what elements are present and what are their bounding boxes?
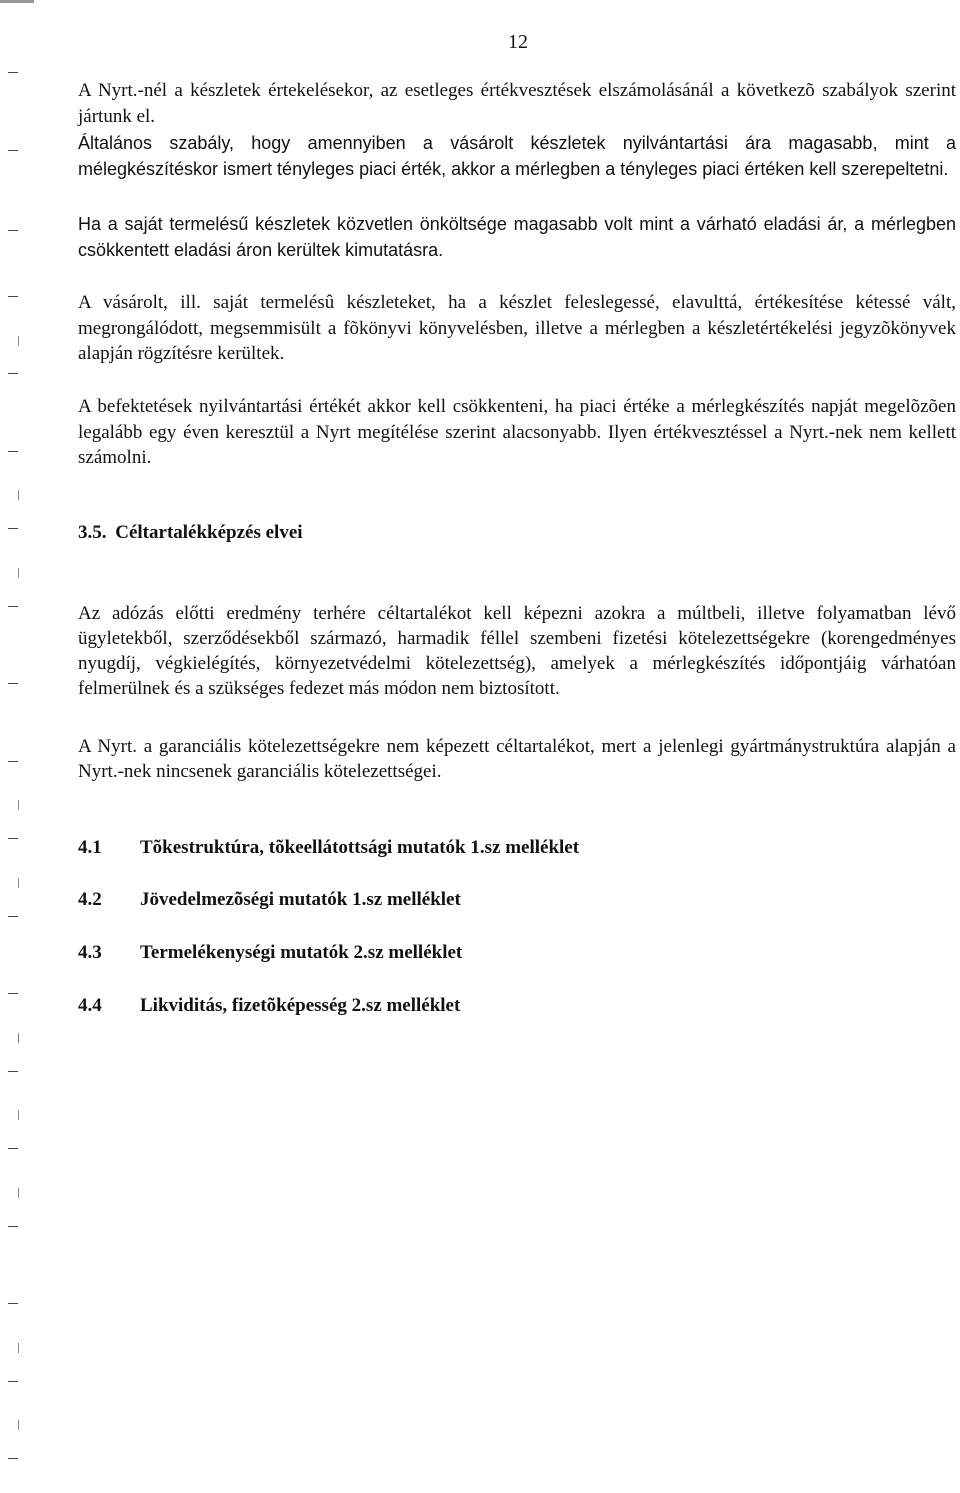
margin-mark — [8, 838, 18, 839]
annex-title: Likviditás, fizetõképesség 2.sz melléklet — [140, 995, 461, 1016]
margin-tick — [18, 1188, 19, 1198]
paragraph-investments: A befektetések nyilvántartási értékét akkor kell csökkenteni, ha piaci értéke a mérlegkészítés napját megelõzõen legalább egy éven keresztül a Nyrt megítélése szerint alacsonyabb. Ilyen értékvesztéssel a Nyrt.-nek nem kellett számolni. — [78, 396, 956, 468]
margin-mark — [8, 1303, 18, 1304]
margin-mark — [8, 373, 18, 374]
section-number: 3.5. — [78, 522, 107, 543]
paragraph-own-production: Ha a saját termelésű készletek közvetlen önköltsége magasabb volt mint a várható eladási ár, a mérlegben csökkentett eladási áron kerültek kimutatásra. — [78, 214, 956, 260]
margin-tick — [18, 800, 19, 810]
paragraph-warranty: A Nyrt. a garanciális kötelezettségekre nem képezett céltartalékot, mert a jelenlegi gyártmánystruktúra alapján a Nyrt.-nek nincsenek garanciális kötelezettségei. — [78, 736, 956, 782]
paragraph-provisions: Az adózás előtti eredmény terhére céltartalékot kell képezni azokra a múltbeli, illetve folyamatban lévő ügyletekből, szerződésekből származó, harmadik féllel szembeni fizetési kötelezettségekre (korengedményes nyugdíj, végkielégítés, környezetvédelmi kötelezettség), amelyek a mérlegkészítés időpontjáig várhatóan felmerülnek és a szükséges fedezet más módon nem biztosított. — [78, 603, 956, 699]
margin-mark — [8, 1071, 18, 1072]
annex-number: 4.3 — [78, 942, 102, 963]
margin-mark — [8, 528, 18, 529]
margin-mark — [8, 606, 18, 607]
section-heading — [78, 522, 303, 544]
annex-number: 4.1 — [78, 837, 102, 858]
margin-tick — [18, 1420, 19, 1430]
margin-tick — [18, 1110, 19, 1120]
margin-tick — [18, 1033, 19, 1043]
annex-item — [78, 837, 579, 859]
annex-item — [78, 995, 460, 1017]
annex-number: 4.2 — [78, 889, 102, 910]
margin-tick — [18, 878, 19, 888]
margin-mark — [8, 296, 18, 297]
annex-title: Jövedelmezõségi mutatók 1.sz melléklet — [140, 889, 461, 910]
margin-mark — [8, 230, 18, 231]
annex-title: Tõkestruktúra, tõkeellátottsági mutatók 1.sz melléklet — [140, 837, 580, 858]
paragraph-general-rule: Általános szabály, hogy amennyiben a vásárolt készletek nyilvántartási ára magasabb, mint a mélegkészítéskor ismert tényleges piaci érték, akkor a mérlegben a tényleges piaci értéken kell szerepeltetni. — [78, 133, 956, 179]
margin-mark — [8, 916, 18, 917]
annex-item — [78, 942, 462, 964]
margin-mark — [8, 993, 18, 994]
margin-tick — [18, 568, 19, 578]
margin-mark — [8, 451, 18, 452]
margin-mark — [8, 72, 18, 73]
margin-mark — [8, 150, 18, 151]
margin-tick — [18, 336, 19, 346]
margin-mark — [8, 683, 18, 684]
margin-mark — [8, 761, 18, 762]
section-title: Céltartalékképzés elvei — [115, 522, 303, 543]
margin-mark — [8, 1381, 18, 1382]
margin-tick — [18, 1343, 19, 1353]
annex-item — [78, 889, 461, 911]
paragraph-obsolete-inventory: A vásárolt, ill. saját termelésû készleteket, ha a készlet feleslegessé, elavulttá, értékesítése kétessé vált, megrongálódott, megsemmisült a fõkönyvi könyvelésben, illetve a mérlegben a készletértékelési jegyzõkönyvek alapján rögzítésre kerültek. — [78, 292, 956, 364]
scan-corner-mark — [0, 0, 34, 3]
margin-mark — [8, 1226, 18, 1227]
margin-mark — [8, 1458, 18, 1459]
annex-title: Termelékenységi mutatók 2.sz melléklet — [140, 942, 463, 963]
margin-tick — [18, 490, 19, 500]
page-number: 12 — [508, 31, 528, 53]
annex-number: 4.4 — [78, 995, 102, 1016]
margin-mark — [8, 1148, 18, 1149]
paragraph-inventory-valuation-intro: A Nyrt.-nél a készletek értekelésekor, az esetleges értékvesztések elszámolásánál a következõ szabályok szerint jártunk el. — [78, 80, 956, 127]
